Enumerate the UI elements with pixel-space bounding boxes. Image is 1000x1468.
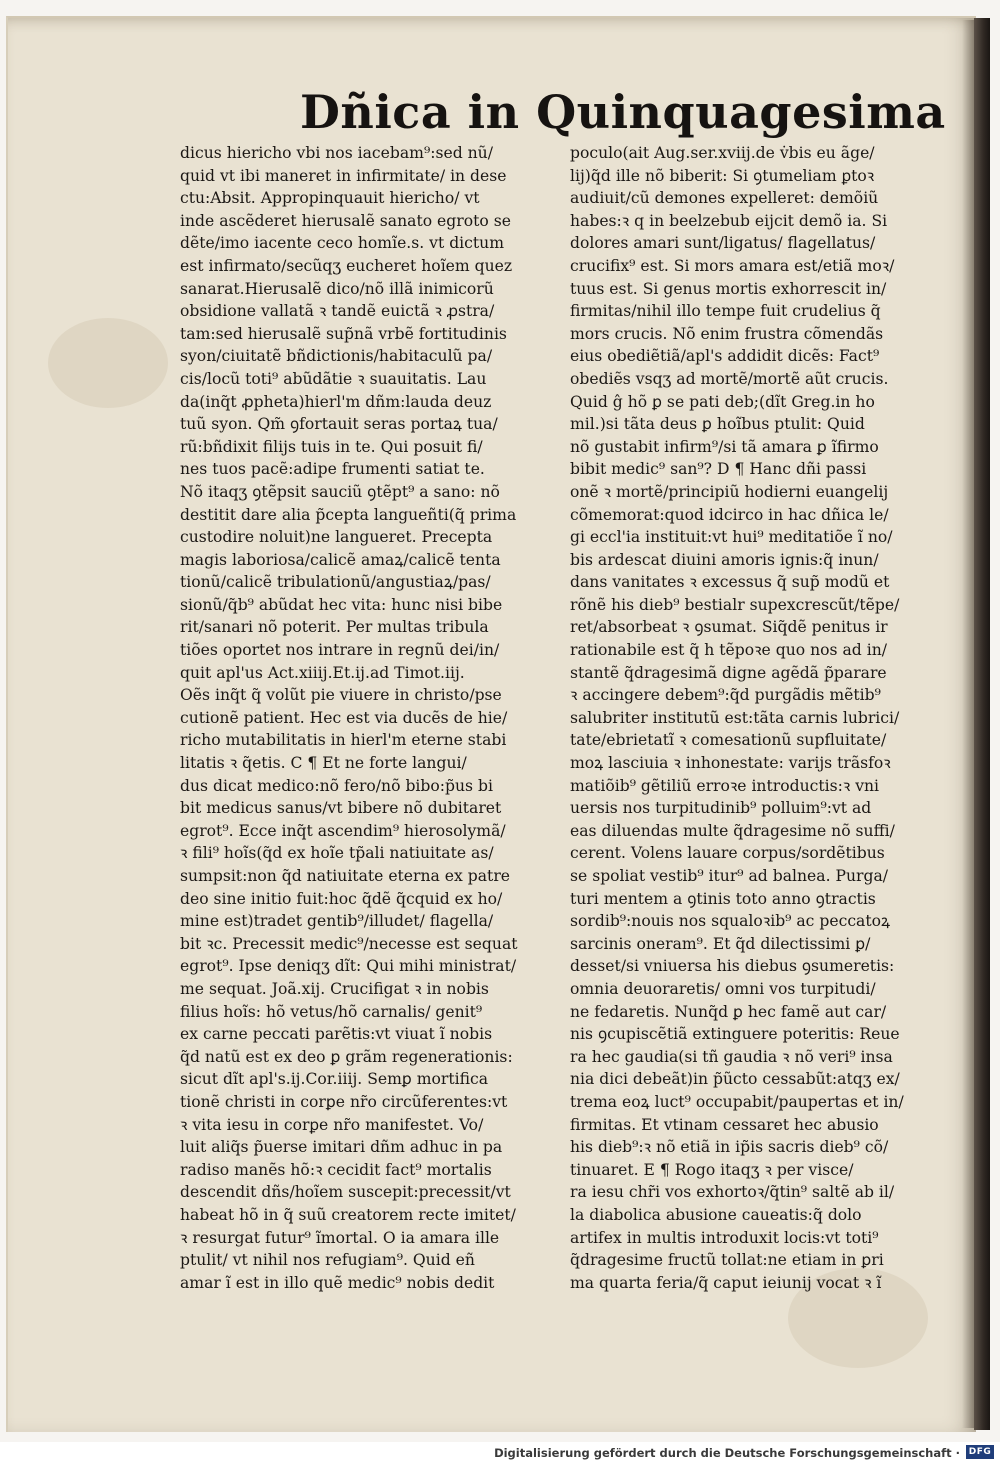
text-line: Nõ itaqʒ ꝯtẽpsit sauciũ ꝯtẽpt⁹ a sano: nõ bbox=[180, 482, 500, 501]
text-line: ꝛ vita iesu in corꝑe nr̃o manifestet. Vo/ bbox=[180, 1115, 484, 1134]
text-line: tionẽ christi in corꝑe nr̃o circũferentes:vt bbox=[180, 1092, 508, 1111]
text-line: firmitas. Et vtinam cessaret hec abusio bbox=[570, 1115, 879, 1134]
text-line: turi mentem a ꝯtinis toto anno ꝯtractis bbox=[570, 889, 876, 908]
text-line: desset/si vniuersa his diebus ꝯsumeretis: bbox=[570, 957, 895, 976]
text-line: ex carne peccati parẽtis:vt viuat ĩ nobis bbox=[180, 1025, 493, 1044]
text-line: da(inq̃t ꝓpheta)hierl'm dñm:lauda deuz bbox=[180, 392, 492, 411]
text-line: bibit medic⁹ san⁹? D ¶ Hanc dñi passi bbox=[570, 460, 867, 479]
text-line: ptulit/ vt nihil nos refugiam⁹. Quid eñ bbox=[180, 1251, 475, 1270]
text-line: egrot⁹. Ecce inq̃t ascendim⁹ hierosolymã/ bbox=[180, 821, 506, 840]
text-line: tiões oportet nos intrare in regnũ dei/in/ bbox=[180, 641, 500, 660]
text-line: matiõib⁹ gẽtiliũ erroꝛe introductis:ꝛ vni bbox=[570, 776, 880, 795]
text-line: destitit dare alia p̃cepta langueñti(q̃ prima bbox=[180, 505, 517, 524]
text-line: luit aliq̃s p̃uerse imitari dñm adhuc in pa bbox=[180, 1138, 503, 1157]
text-line: q̃dragesime fructũ tollat:ne etiam in ꝑri bbox=[570, 1251, 884, 1270]
text-line: deo sine initio fuit:hoc q̃dẽ q̃cquid ex ho/ bbox=[180, 889, 503, 908]
text-line: omnia deuoraretis/ omni vos turpitudi/ bbox=[570, 979, 876, 998]
text-line: egrot⁹. Ipse deniqʒ dĩt: Qui mihi ministrat/ bbox=[180, 957, 517, 976]
text-line: ꝛ fili⁹ hoĩs(q̃d ex hoĩe tp̃ali natiuitate as/ bbox=[180, 844, 494, 863]
text-line: mors crucis. Nõ enim frustra cõmendãs bbox=[570, 324, 884, 343]
text-line: tate/ebrietatĩ ꝛ comesationũ supfluitate/ bbox=[570, 731, 887, 750]
text-line: richo mutabilitatis in hierl'm eterne stabi bbox=[180, 731, 507, 750]
text-line: cis/locũ toti⁹ abũdãtie ꝛ suauitatis. Lau bbox=[180, 369, 487, 388]
text-line: filius hoĩs: hõ vetus/hõ carnalis/ genit⁹ bbox=[180, 1002, 483, 1021]
text-line: moꝝ lasciuia ꝛ inhonestate: varijs trãsfoꝛ bbox=[570, 754, 891, 773]
text-line: mine est)tradet gentib⁹/illudet/ flagella/ bbox=[180, 912, 494, 931]
text-line: dus dicat medico:nõ fero/nõ bibo:p̃us bi bbox=[180, 776, 493, 795]
text-line: syon/ciuitatẽ bñdictionis/habitaculũ pa/ bbox=[180, 347, 493, 366]
text-line: habes:ꝛ q in beelzebub eijcit demõ ia. Si bbox=[570, 211, 888, 230]
text-line: onẽ ꝛ mortẽ/principiũ hodierni euangelij bbox=[570, 482, 889, 501]
text-line: tam:sed hierusalẽ sup̃nã vrbẽ fortitudinis bbox=[180, 324, 507, 343]
text-line: salubriter institutũ est:tãta carnis lubrici/ bbox=[570, 708, 900, 727]
text-line: eas diluendas multe q̃dragesime nõ suffi/ bbox=[570, 821, 895, 840]
text-line: magis laboriosa/calicẽ amaꝝ/calicẽ tenta bbox=[180, 550, 501, 569]
text-line: poculo(ait Aug.ser.xviij.de v̇bis eu ãge/ bbox=[570, 144, 875, 162]
text-line: nis ꝯcupiscẽtiã extinguere poteritis: Reue bbox=[570, 1025, 900, 1044]
text-line: sarcinis oneram⁹. Et q̃d dilectissimi ꝑ/ bbox=[570, 934, 871, 953]
text-line: dẽte/imo iacente ceco homĩe.s. vt dictum bbox=[180, 234, 504, 253]
text-line: nia dici debeãt)in p̃ũcto cessabũt:atqʒ ex/ bbox=[570, 1070, 900, 1089]
text-line: Quid ĝ hõ ꝑ se pati deb;(dĩt Greg.in ho bbox=[570, 392, 875, 411]
dfg-logo: DFG bbox=[966, 1445, 994, 1459]
text-line: cõmemorat:quod idcirco in hac dñica le/ bbox=[570, 505, 889, 524]
page-heading: Dñica in Quinquagesima bbox=[300, 85, 946, 139]
text-line: inde ascẽderet hierusalẽ sanato egroto se bbox=[180, 211, 511, 230]
text-line: Oẽs inq̃t q̃ volũt pie viuere in christo/pse bbox=[180, 686, 502, 705]
text-line: mil.)si tãta deus ꝑ hoĩbus ptulit: Quid bbox=[570, 415, 865, 434]
paper-stain bbox=[48, 318, 168, 408]
text-line: amar ĩ est in illo quẽ medic⁹ nobis dedit bbox=[180, 1273, 495, 1292]
text-line: sicut dĩt apl's.ij.Cor.iiij. Semꝑ mortifica bbox=[180, 1070, 489, 1089]
text-line: litatis ꝛ q̃etis. C ¶ Et ne forte langui/ bbox=[180, 754, 467, 773]
text-line: ret/absorbeat ꝛ ꝯsumat. Siq̃dẽ penitus ir bbox=[570, 618, 888, 637]
text-line: habeat hõ in q̃ suũ creatorem recte imitet/ bbox=[180, 1205, 516, 1224]
text-line: q̃d natũ est ex deo ꝑ grãm regenerationis: bbox=[180, 1047, 513, 1066]
text-line: la diabolica abusione caueatis:q̃ dolo bbox=[570, 1205, 862, 1224]
text-line: uersis nos turpitudinib⁹ polluim⁹:vt ad bbox=[570, 799, 872, 818]
text-line: sumpsit:non q̃d natiuitate eterna ex patre bbox=[180, 867, 510, 885]
text-line: bit ꝛc. Precessit medic⁹/necesse est sequat bbox=[180, 934, 518, 953]
text-column-right bbox=[570, 142, 930, 1294]
text-line: ma quarta feria/q̃ caput ieiunij vocat ꝛ ĩ bbox=[570, 1273, 882, 1292]
text-line: lij)q̃d ille nõ biberit: Si ꝯtumeliam ꝑtoꝛ bbox=[570, 166, 875, 185]
text-line: descendit dñs/hoĩem suscepit:precessit/vt bbox=[180, 1183, 511, 1202]
text-line: obediẽs vsqʒ ad mortẽ/mortẽ aũt crucis. bbox=[570, 369, 889, 388]
text-line: ra hec gaudia(si tñ gaudia ꝛ nõ veri⁹ insa bbox=[570, 1047, 893, 1066]
text-line: cerent. Volens lauare corpus/sordẽtibus bbox=[570, 844, 885, 863]
text-line: quit apl'us Act.xiiij.Et.ij.ad Timot.iij. bbox=[180, 663, 465, 682]
text-line: crucifix⁹ est. Si mors amara est/etiã moꝛ/ bbox=[570, 256, 895, 275]
text-line: ne fedaretis. Nunq̃d ꝑ hec famẽ aut car/ bbox=[570, 1002, 887, 1021]
text-line: rit/sanari nõ poterit. Per multas tribula bbox=[180, 618, 489, 637]
text-line: sordib⁹:nouis nos squaloꝛib⁹ ac peccatoꝝ bbox=[570, 912, 891, 931]
text-line: sionũ/q̃b⁹ abũdat hec vita: hunc nisi bibe bbox=[180, 595, 503, 614]
text-line: ctu:Absit. Appropinquauit hiericho/ vt bbox=[180, 189, 480, 208]
text-line: tinuaret. E ¶ Rogo itaqʒ ꝛ per visce/ bbox=[570, 1160, 854, 1179]
text-line: ꝛ accingere debem⁹:q̃d purgãdis mẽtib⁹ bbox=[570, 686, 881, 705]
text-line: gi eccl'ia instituit:vt hui⁹ meditatiõe ĩ no/ bbox=[570, 528, 893, 547]
text-line: sanarat.Hierusalẽ dico/nõ illã inimicorũ bbox=[180, 279, 494, 298]
text-line: custodire noluit)ne langueret. Precepta bbox=[180, 528, 493, 547]
text-line: se spoliat vestib⁹ itur⁹ ad balnea. Purga/ bbox=[570, 867, 889, 885]
text-line: nes tuos pacẽ:adipe frumenti satiat te. bbox=[180, 460, 485, 479]
text-line: obsidione vallatã ꝛ tandẽ euictã ꝛ ꝓstra/ bbox=[180, 302, 495, 321]
text-line: bit medicus sanus/vt bibere nõ dubitaret bbox=[180, 799, 502, 818]
text-line: nõ gustabit infirm⁹/si tã amara ꝑ ĩfirmo bbox=[570, 437, 879, 456]
text-line: me sequat. Joã.xij. Crucifigat ꝛ in nobis bbox=[180, 979, 489, 998]
text-line: tuũ syon. Qm̃ ꝯfortauit seras portaꝝ tua/ bbox=[180, 415, 498, 434]
text-line: cutionẽ patient. Hec est via ducẽs de hie/ bbox=[180, 708, 508, 727]
text-line: bis ardescat diuini amoris ignis:q̃ inun/ bbox=[570, 550, 879, 569]
page-shadow bbox=[962, 20, 974, 1428]
text-line: ra iesu chr̃i vos exhortoꝛ/q̃tin⁹ saltẽ ab il/ bbox=[570, 1183, 895, 1202]
text-line: eius obediẽtiã/apl's addidit dicẽs: Fact⁹ bbox=[570, 347, 880, 366]
text-line: stantẽ q̃dragesimã digne agẽdã p̃parare bbox=[570, 663, 887, 682]
text-line: rationabile est q̃ h tẽpoꝛe quo nos ad in/ bbox=[570, 641, 887, 660]
text-line: audiuit/cũ demones expelleret: demõiũ bbox=[570, 189, 879, 208]
text-line: his dieb⁹:ꝛ nõ etiã in ip̃is sacris dieb⁹ cõ/ bbox=[570, 1138, 889, 1157]
text-line: artifex in multis introduxit locis:vt toti⁹ bbox=[570, 1228, 879, 1247]
funding-credit: Digitalisierung gefördert durch die Deutsche Forschungsgemeinschaft · bbox=[494, 1446, 960, 1460]
binding-edge bbox=[974, 18, 990, 1430]
text-line: tuus est. Si genus mortis exhorrescit in/ bbox=[570, 279, 887, 298]
text-line: quid vt ibi maneret in infirmitate/ in dese bbox=[180, 166, 507, 185]
text-line: trema eoꝝ luct⁹ occupabit/paupertas et in/ bbox=[570, 1092, 904, 1111]
text-line: dans vanitates ꝛ excessus q̃ sup̃ modũ et bbox=[570, 573, 890, 592]
text-line: tionũ/calicẽ tribulationũ/angustiaꝝ/pas/ bbox=[180, 573, 491, 592]
text-line: ꝛ resurgat futur⁹ ĩmortal. O ia amara ille bbox=[180, 1228, 500, 1247]
text-line: dolores amari sunt/ligatus/ flagellatus/ bbox=[570, 234, 876, 253]
text-line: firmitas/nihil illo tempe fuit crudelius q̃ bbox=[570, 302, 881, 321]
text-line: rũ:bñdixit filijs tuis in te. Qui posuit fi/ bbox=[180, 437, 483, 456]
text-line: est infirmato/secũqʒ eucheret hoĩem quez bbox=[180, 256, 513, 275]
text-column-left bbox=[180, 142, 552, 1294]
text-line: radiso manẽs hõ:ꝛ cecidit fact⁹ mortalis bbox=[180, 1160, 492, 1179]
text-line: dicus hiericho vbi nos iacebam⁹:sed nũ/ bbox=[180, 144, 493, 162]
text-line: rõnẽ his dieb⁹ bestialr supexcrescũt/tẽpe/ bbox=[570, 595, 900, 614]
